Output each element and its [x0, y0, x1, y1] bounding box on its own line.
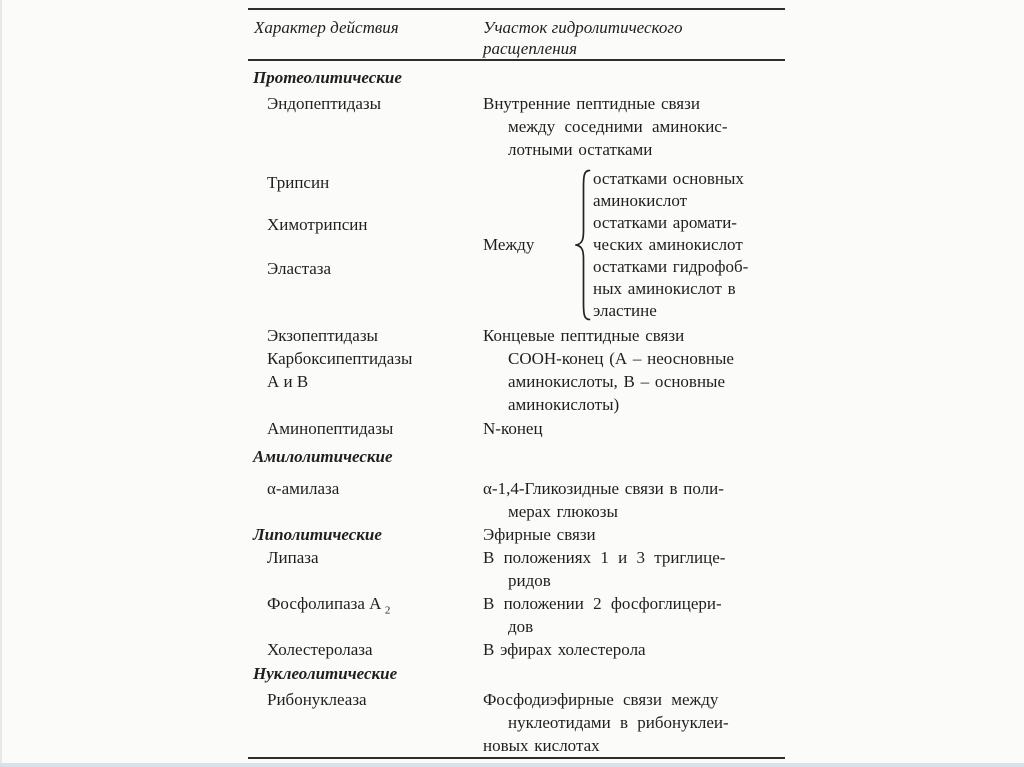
- target-line: эластине: [593, 301, 657, 320]
- desc-line: α-1,4-Гликозидные связи в поли-: [483, 479, 724, 498]
- desc-line: между соседними аминокис-: [508, 117, 728, 136]
- enzyme-name: α-амилаза: [267, 479, 340, 498]
- table-header: [248, 17, 788, 59]
- target-line: ческих аминокислот: [593, 235, 743, 254]
- desc-line: Концевые пептидные связи: [483, 326, 685, 345]
- enzyme-table: [248, 0, 788, 759]
- enzyme-name: Фосфолипаза А $_2$: [267, 594, 391, 617]
- section-proteolytic: [248, 66, 788, 89]
- enzyme-name: Карбоксипептидазы: [267, 349, 413, 368]
- row-brace-group: [248, 168, 788, 322]
- header-cleavage-site: [483, 17, 788, 59]
- row-carboxypeptidases: [248, 347, 788, 416]
- scan-bottom-edge: [0, 763, 1024, 767]
- brace-connector-label: Между: [483, 235, 535, 254]
- target-line: ных аминокислот в: [593, 279, 736, 298]
- desc-line: ридов: [508, 571, 551, 590]
- desc-line: новых кислотах: [483, 736, 600, 755]
- enzyme-name: Трипсин: [267, 173, 330, 192]
- desc-line: аминокислоты): [508, 395, 620, 414]
- desc-line: нуклеотидами в рибонуклеи-: [508, 713, 729, 732]
- row-endopeptidases: [248, 92, 788, 161]
- section-amylolytic: [248, 445, 788, 468]
- row-exopeptidases: [248, 324, 788, 347]
- target-line: остатками аромати-: [593, 213, 737, 232]
- section-nucleolytic: [248, 662, 788, 685]
- enzyme-name-line2: А и В: [267, 372, 309, 391]
- desc-line: Внутренние пептидные связи: [483, 94, 700, 113]
- section-title: Амилолитические: [253, 447, 393, 466]
- enzyme-name: Липаза: [267, 548, 319, 567]
- desc-line: Фосфодиэфирные связи между: [483, 690, 719, 709]
- row-lipase: [248, 546, 788, 592]
- enzyme-name: Аминопептидазы: [267, 419, 394, 438]
- section-title: Протеолитические: [253, 68, 402, 87]
- table-top-rule: [248, 8, 785, 10]
- desc-line: лотными остатками: [508, 140, 653, 159]
- table-bottom-rule: [248, 757, 785, 759]
- enzyme-name: Химотрипсин: [267, 215, 368, 234]
- row-phospholipase-a2: [248, 592, 788, 638]
- target-line: остатками основных: [593, 169, 744, 188]
- row-cholesterolase: [248, 638, 788, 661]
- section-title: Нуклеолитические: [253, 664, 398, 683]
- row-ribonuclease: [248, 688, 788, 757]
- desc-line: мерах глюкозы: [508, 502, 618, 521]
- enzyme-name: Эластаза: [267, 259, 332, 278]
- desc-line: Эфирные связи: [483, 525, 596, 544]
- enzyme-name: Холестеролаза: [267, 640, 373, 659]
- target-line: остатками гидрофоб-: [593, 257, 749, 276]
- desc-line: N-конец: [483, 419, 543, 438]
- target-line: аминокислот: [593, 191, 688, 210]
- enzyme-name: Рибонуклеаза: [267, 690, 367, 709]
- enzyme-name: Экзопептидазы: [267, 326, 378, 345]
- desc-line: дов: [508, 617, 534, 636]
- section-title: Липолитические: [253, 525, 382, 544]
- header-cleavage-site-line1: Участок гидролитического: [483, 18, 683, 37]
- desc-line: В положении 2 фосфоглицери-: [483, 594, 722, 613]
- subscript: 2: [384, 604, 391, 617]
- row-aminopeptidases: [248, 417, 788, 440]
- desc-line: В эфирах холестерола: [483, 640, 646, 659]
- table-header-rule: [248, 59, 785, 61]
- section-lipolytic: [248, 523, 788, 546]
- curly-brace-icon: [575, 168, 591, 322]
- row-alpha-amylase: [248, 477, 788, 523]
- desc-line: СООН-конец (А – неосновные: [508, 349, 734, 368]
- header-action-type: Характер действия: [254, 18, 399, 37]
- desc-line: аминокислоты, В – основные: [508, 372, 726, 391]
- header-cleavage-site-line2: расщепления: [483, 39, 578, 58]
- enzyme-name: Эндопептидазы: [267, 94, 382, 113]
- scan-left-edge: [0, 0, 2, 767]
- desc-line: В положениях 1 и 3 триглице-: [483, 548, 726, 567]
